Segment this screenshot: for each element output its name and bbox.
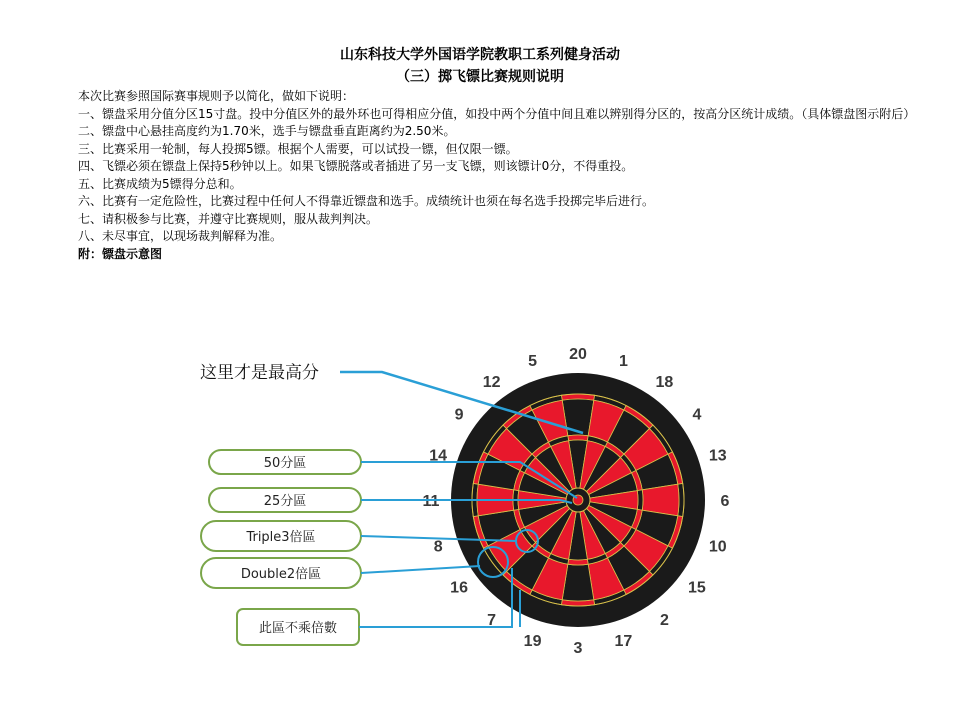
appendix-label: 附：镖盘示意图 [78,246,163,261]
document-title: 山东科技大学外国语学院教职工系列健身活动 [340,47,620,63]
sector-number: 6 [720,493,730,510]
rule-1: 一、镖盘采用分值分区15寸盘。投中分值区外的最外环也可得相应分值，如投中两个分值中间且难以辨别得分区的，按高分区统计成绩。（具体镖盘图示附后） [78,106,916,121]
label-single-text: 此區不乘倍數 [258,621,338,636]
rule-5: 五、比赛成绩为5镖得分总和。 [78,176,242,191]
sector-number: 15 [688,579,706,597]
sector-number: 19 [523,632,542,650]
sector-number: 1 [618,353,628,371]
sector-number: 4 [692,406,702,424]
rule-4: 四、飞镖必须在镖盘上保持5秒钟以上。如果飞镖脱落或者插进了另一支飞镖，则该镖计0分，不得重投。 [78,159,634,173]
sector-number: 10 [708,538,727,556]
rule-2: 二、镖盘中心悬挂高度约为1.70米，选手与镖盘垂直距离约为2.50米。 [78,124,456,138]
sector-number: 14 [429,447,448,465]
document-subtitle: （三）掷飞镖比赛规则说明 [396,69,564,85]
sector-number: 20 [569,346,587,363]
label-25-text: 25分區 [263,494,307,509]
rule-8: 八、未尽事宜，以现场裁判解释为准。 [78,229,283,243]
leader-double [361,566,480,573]
sector-number: 5 [528,353,538,371]
sector-number: 7 [487,611,497,629]
sector-number: 8 [433,538,443,556]
rule-7: 七、请积极参与比赛，并遵守比赛规则，服从裁判判决。 [78,211,379,226]
label-50-text: 50分區 [263,456,307,471]
sector-number: 17 [614,632,633,650]
callout-text: 这里才是最高分 [200,363,319,383]
sector-number: 3 [573,640,583,657]
label-double-text: Double2倍區 [240,567,322,582]
sector-number: 12 [482,374,501,392]
sector-number: 9 [454,406,464,424]
sector-number: 11 [422,493,440,510]
rule-3: 三、比赛采用一轮制，每人投掷5镖。根据个人需要，可以试投一镖，但仅限一镖。 [78,141,518,156]
sector-number: 2 [659,611,669,629]
rule-6: 六、比赛有一定危险性，比赛过程中任何人不得靠近镖盘和选手。成绩统计也须在每名选手投掷完毕后进行。 [78,194,655,208]
label-triple-text: Triple3倍區 [246,530,316,545]
sector-number: 18 [655,374,674,392]
intro-paragraph: 本次比赛参照国际赛事规则予以简化，做如下说明： [78,89,355,103]
sector-number: 13 [708,447,727,465]
sector-number: 16 [450,579,468,597]
